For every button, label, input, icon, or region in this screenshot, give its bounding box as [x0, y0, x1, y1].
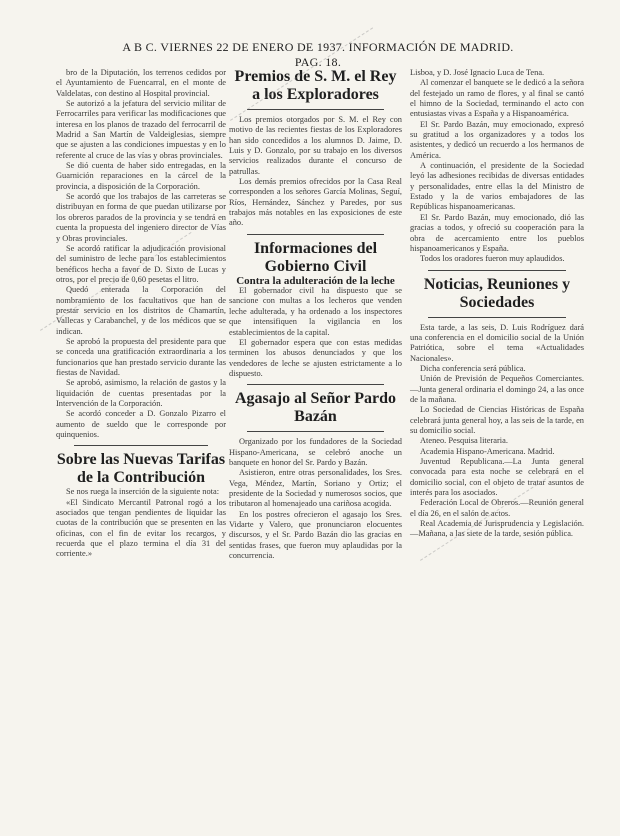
paragraph: Se aprobó la propuesta del presidente para que se conceda una gratificación extraordinaria a los funcionarios que han prestado servicio durante las fiestas de Navidad. [56, 336, 226, 377]
paragraph: Unión de Previsión de Pequeños Comerciantes.—Junta general ordinaria el domingo 24, a las once de la mañana. [410, 374, 584, 404]
paragraph: El Sr. Pardo Bazán, muy emocionado, expresó su gratitud a los organizadores y a todos los asistentes, y dedicó un recuerdo a los hermanos de América. [410, 119, 584, 160]
paragraph: Quedó enterada la Corporación del nombramiento de los facultativos que han de prestar servicio en los distritos de Chamartín, Vallecas y Carabanchel, y de los médicos que se indican. [56, 285, 226, 336]
divider [428, 270, 566, 271]
paragraph: Ateneo. Pesquisa literaria. [420, 436, 508, 446]
paragraph: «El Sindicato Mercantil Patronal rogó a los asociados que tengan pendientes de liquidar las cuotas de la contribución que se presenten en las oficinas, con el fin de evitar los recargos, y recuerda que el plazo termina el día 31 del corriente.» [56, 497, 226, 559]
paragraph: Dicha conferencia será pública. [420, 363, 526, 373]
paragraph: Se acordó conceder a D. Gonzalo Pizarro el aumento de sueldo que le corresponde por quinquenios. [56, 409, 226, 440]
paragraph: El gobernador espera que con estas medidas terminen los abusos denunciados y que los vendedores de leche se ajusten estrictamente a lo dispuesto. [229, 337, 402, 378]
paragraph: Esta tarde, a las seis, D. Luis Rodríguez dará una conferencia en el domicilio social de la Unión Patriótica, sobre el tema «Actualidades Nacionales». [410, 322, 584, 363]
divider [74, 445, 208, 446]
paragraph: Se autorizó a la jefatura del servicio militar de Ferrocarriles para verificar las modificaciones que interesa en los planos de trazado del ferrocarril de Madrid a San Martín de Valdeiglesias, siempre que se ajusten a las condiciones impuestas y en lo referente al cruce de las vías y obras provinciales. [56, 99, 226, 160]
paragraph: Real Academia de Jurisprudencia y Legislación.—Mañana, a las siete de la tarde, sesión pública. [410, 519, 584, 539]
paragraph: Asistieron, entre otras personalidades, los Sres. Vega, Méndez, Martín, Soriano y Ortiz; el presidente de la Sociedad y numerosos socios, que tributaron al homenajeado una cariñosa acogida. [229, 468, 402, 509]
paragraph: En los postres ofrecieron el agasajo los Sres. Vidarte y Valero, que pronunciaron elocuentes discursos, y el Sr. Pardo Bazán dio las gracias en sentidas frases, que fueron muy aplaudidas por la concurrencia. [229, 509, 402, 560]
paragraph: El gobernador civil ha dispuesto que se sancione con multas a los lecheros que venden leche adulterada, y ha ordenado a los inspectores que intensifiquen la vigilancia en los establecimientos de la capital. [229, 286, 402, 337]
paragraph: Los premios otorgados por S. M. el Rey con motivo de las recientes fiestas de los Exploradores han sido concedidos a los alumnos D. Jaime, D. Luis y D. Gonzalo, por su trabajo en los diversos servicios realizados durante el concurso de patrullas. [229, 115, 402, 176]
paragraph: Se dió cuenta de haber sido entregadas, en la Guarnición reparaciones en la cárcel de la provincia, a disposición de la Corporación. [56, 161, 226, 191]
subheading: Contra la adulteración de la leche [236, 274, 395, 287]
page-header: A B C. VIERNES 22 DE ENERO DE 1937. INFORMACIÓN DE MADRID. PAG. 18. [122, 40, 514, 69]
paragraph: Al comenzar el banquete se le dedicó a la señora del festejado un ramo de flores, y al final se cantó el himno de la Sociedad, terminando el acto con entusiastas vivas a España y a Hispanoamérica. [410, 78, 584, 119]
divider [247, 234, 384, 235]
column-2 [229, 68, 402, 828]
paragraph: Lisboa, y D. José Ignacio Luca de Tena. [410, 68, 545, 77]
paragraph: Se acordó ratificar la adjudicación provisional del suministro de leche para los establecimientos benéficos hecha a favor de D. Sixto de Lucas y otros, por el precio de 0,60 pesetas el litro. [56, 243, 226, 284]
column-3 [410, 68, 584, 828]
column-1 [56, 68, 226, 828]
paragraph: Los demás premios ofrecidos por la Casa Real corresponden a los señores García Molinas, Seguí, Ríos, Hernández, Sánchez y Paredes, por sus trabajos más notables en las exposiciones de este año. [229, 177, 402, 228]
paragraph: Juventud Republicana.—La Junta general convocada para esta noche se celebrará en el domicilio social, con el objeto de tratar asuntos de interés para los asociados. [410, 457, 584, 498]
paragraph: bro de la Diputación, los terrenos cedidos por el Ayuntamiento de Fuencarral, en el monte de Valdelatas, con destino al Hospital provincial. [56, 68, 226, 98]
paragraph: Federación Local de Obreros.—Reunión general el día 26, en el salón de actos. [410, 498, 584, 518]
paragraph: A continuación, el presidente de la Sociedad leyó las adhesiones recibidas de diversas entidades y personalidades, entre ellas la del Ministro de Estado y la de varios embajadores de las Repúblicas hispanoamericanas. [410, 161, 584, 212]
article-title: Premios de S. M. el Rey a los Exploradores [234, 68, 397, 103]
divider [428, 317, 566, 318]
paragraph: Todos los oradores fueron muy aplaudidos. [420, 254, 565, 264]
divider [247, 109, 384, 110]
article-title: Informaciones del Gobierno Civil [253, 239, 378, 275]
paragraph: Se acordó que los trabajos de las carreteras se distribuyan en forma de que puedan utilizarse por los obreros parados de la provincia y se tendrá en cuenta la propuesta del ingeniero director de Vías y Obras provinciales. [56, 192, 226, 243]
paragraph: Se aprobó, asimismo, la relación de gastos y la liquidación de cuentas presentadas por la Intervención de la Corporación. [56, 378, 226, 408]
paragraph: Academia Hispano-Americana. Madrid. [420, 446, 555, 456]
paragraph: El Sr. Pardo Bazán, muy emocionado, dió las gracias a todos, y ofreció su cooperación para la obra de acercamiento entre los pueblos hispanoamericanos y España. [410, 212, 584, 253]
paragraph: Lo Sociedad de Ciencias Históricas de España celebrará junta general hoy, a las seis de la tarde, en su domicilio social. [410, 405, 584, 435]
divider [247, 384, 384, 385]
article-title: Agasajo al Señor Pardo Bazán [234, 390, 397, 426]
divider [247, 431, 384, 432]
article-title: Sobre las Nuevas Tarifas de la Contribución [56, 451, 226, 487]
paragraph: Se nos ruega la inserción de la siguiente nota: [66, 487, 220, 497]
paragraph: Organizado por los fundadores de la Sociedad Hispano-Americana, se celebró anoche un banquete en honor del Sr. Pardo y Bazán. [229, 437, 402, 467]
article-title: Noticias, Reuniones y Sociedades [423, 275, 571, 311]
